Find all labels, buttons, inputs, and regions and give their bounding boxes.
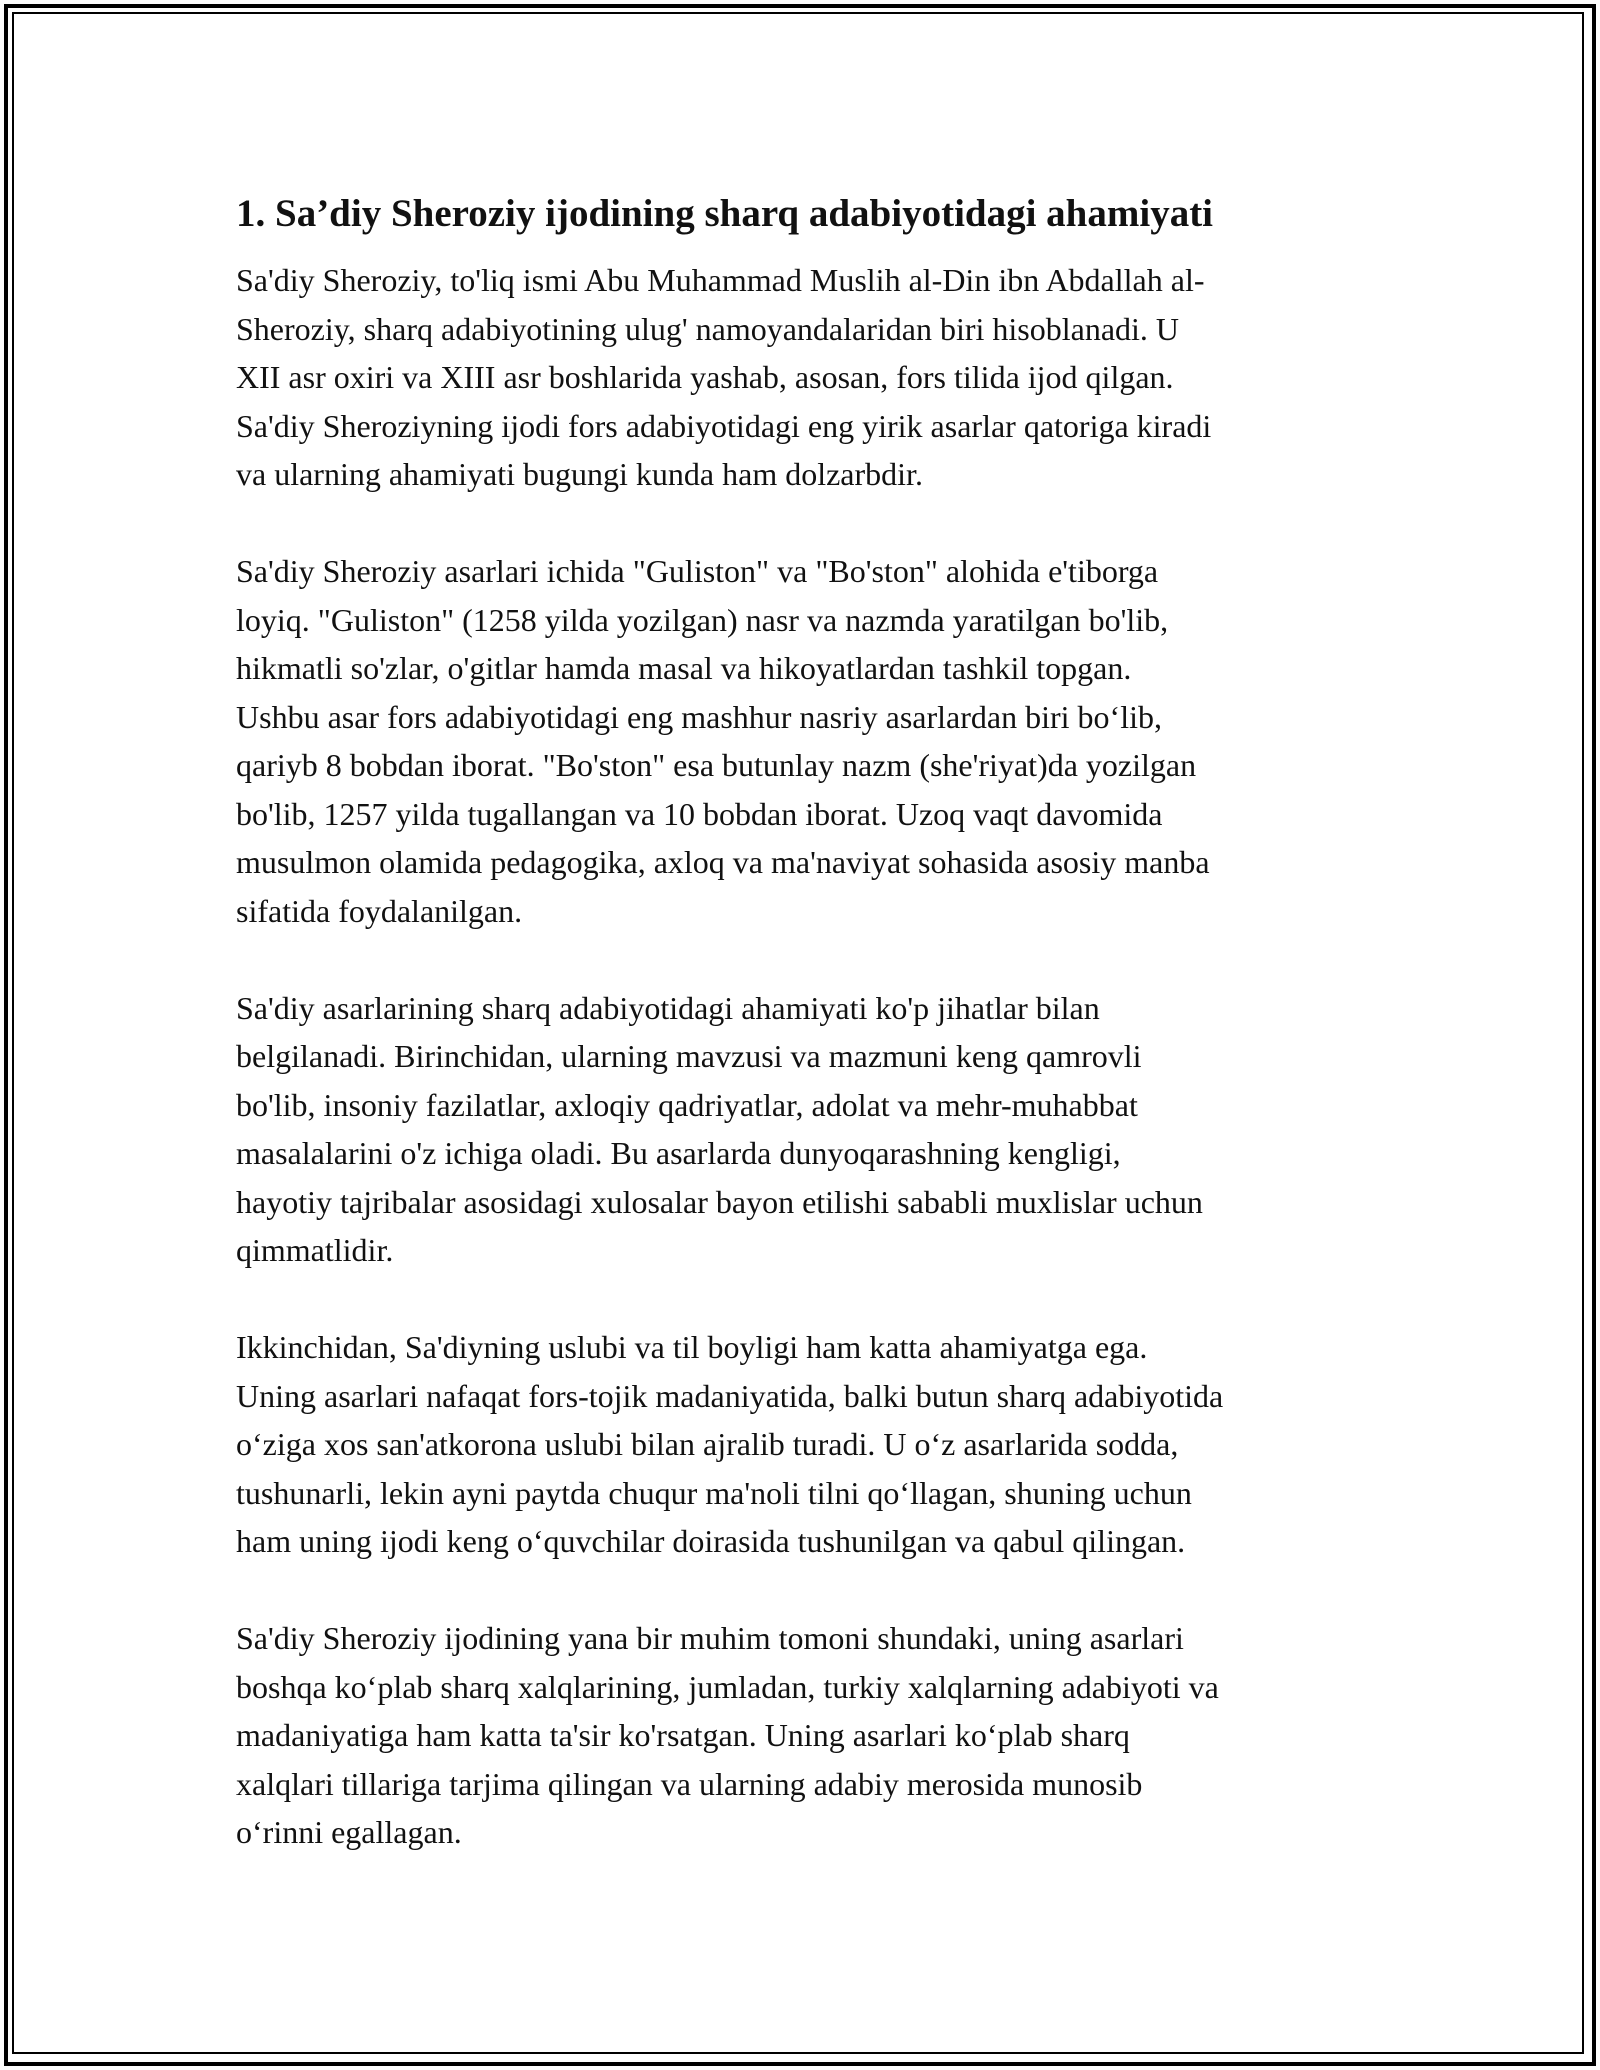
text-line: musulmon olamida pedagogika, axloq va ma'naviyat sohasida asosiy manba [236,844,1210,880]
text-line: bo'lib, 1257 yilda tugallangan va 10 bobdan iborat. Uzoq vaqt davomida [236,795,1163,832]
paragraph [236,984,1386,1275]
text-line: madaniyatiga ham katta ta'sir ko'rsatgan. Uning asarlari ko‘plab sharq [236,1717,1130,1753]
text-line: loyiq. "Guliston" (1258 yilda yozilgan) nasr va nazmda yaratilgan bo'lib, [236,601,1169,638]
text-line: Ikkinchidan, Sa'diyning uslubi va til boyligi ham katta ahamiyatga ega. [236,1329,1148,1365]
text-line: Uning asarlari nafaqat fors-tojik madaniyatida, balki butun sharq adabiyotida [236,1377,1224,1414]
document-body [236,188,1386,1857]
paragraph [236,256,1386,499]
text-line: qariyb 8 bobdan iborat. "Bo'ston" esa butunlay nazm (she'riyat)da yozilgan [236,747,1197,783]
text-line: belgilanadi. Birinchidan, ularning mavzusi va mazmuni keng qamrovli [236,1038,1142,1074]
text-line: masalalarini o'z ichiga oladi. Bu asarlarda dunyoqarashning kengligi, [236,1135,1121,1171]
paragraph [236,1323,1386,1566]
text-line: o‘ziga xos san'atkorona uslubi bilan ajralib turadi. U o‘z asarlarida sodda, [236,1426,1179,1462]
text-line: bo'lib, insoniy fazilatlar, axloqiy qadriyatlar, adolat va mehr-muhabbat [236,1086,1138,1123]
text-line: qimmatlidir. [236,1232,394,1268]
text-line: hikmatli so'zlar, o'gitlar hamda masal va hikoyatlardan tashkil topgan. [236,650,1132,686]
text-line: XII asr oxiri va XIII asr boshlarida yashab, asosan, fors tilida ijod qilgan. [236,359,1174,395]
paragraph [236,1614,1386,1857]
text-line: tushunarli, lekin ayni paytda chuqur ma'noli tilni qo‘llagan, shuning uchun [236,1474,1192,1511]
section-heading: 1. Sa’diy Sheroziy ijodining sharq adabiyotidagi ahamiyati [236,192,1214,235]
text-line: Sheroziy, sharq adabiyotining ulug' namoyandalaridan biri hisoblanadi. U [236,310,1180,347]
paragraph [236,547,1386,935]
text-line: va ularning ahamiyati bugungi kunda ham dolzarbdir. [236,456,923,492]
text-line: Ushbu asar fors adabiyotidagi eng mashhur nasriy asarlardan biri bo‘lib, [236,698,1162,735]
text-line: Sa'diy Sheroziy asarlari ichida "Guliston" va "Bo'ston" alohida e'tiborga [236,553,1159,589]
text-line: ham uning ijodi keng o‘quvchilar doirasida tushunilgan va qabul qilingan. [236,1523,1186,1559]
text-line: Sa'diy asarlarining sharq adabiyotidagi ahamiyati ko'p jihatlar bilan [236,989,1100,1026]
text-line: xalqlari tillariga tarjima qilingan va ularning adabiy merosida munosib [236,1765,1143,1802]
text-line: o‘rinni egallagan. [236,1814,462,1850]
text-line: boshqa ko‘plab sharq xalqlarining, jumladan, turkiy xalqlarning adabiyoti va [236,1668,1219,1705]
text-line: Sa'diy Sheroziy ijodining yana bir muhim tomoni shundaki, uning asarlari [236,1620,1184,1656]
text-line: sifatida foydalanilgan. [236,892,523,929]
text-line: Sa'diy Sheroziy, to'liq ismi Abu Muhammad Muslih al-Din ibn Abdallah al- [236,262,1205,298]
text-line: hayotiy tajribalar asosidagi xulosalar bayon etilishi sababli muxlislar uchun [236,1183,1203,1220]
paragraph-list [236,256,1386,1857]
text-line: Sa'diy Sheroziyning ijodi fors adabiyotidagi eng yirik asarlar qatoriga kiradi [236,407,1212,444]
